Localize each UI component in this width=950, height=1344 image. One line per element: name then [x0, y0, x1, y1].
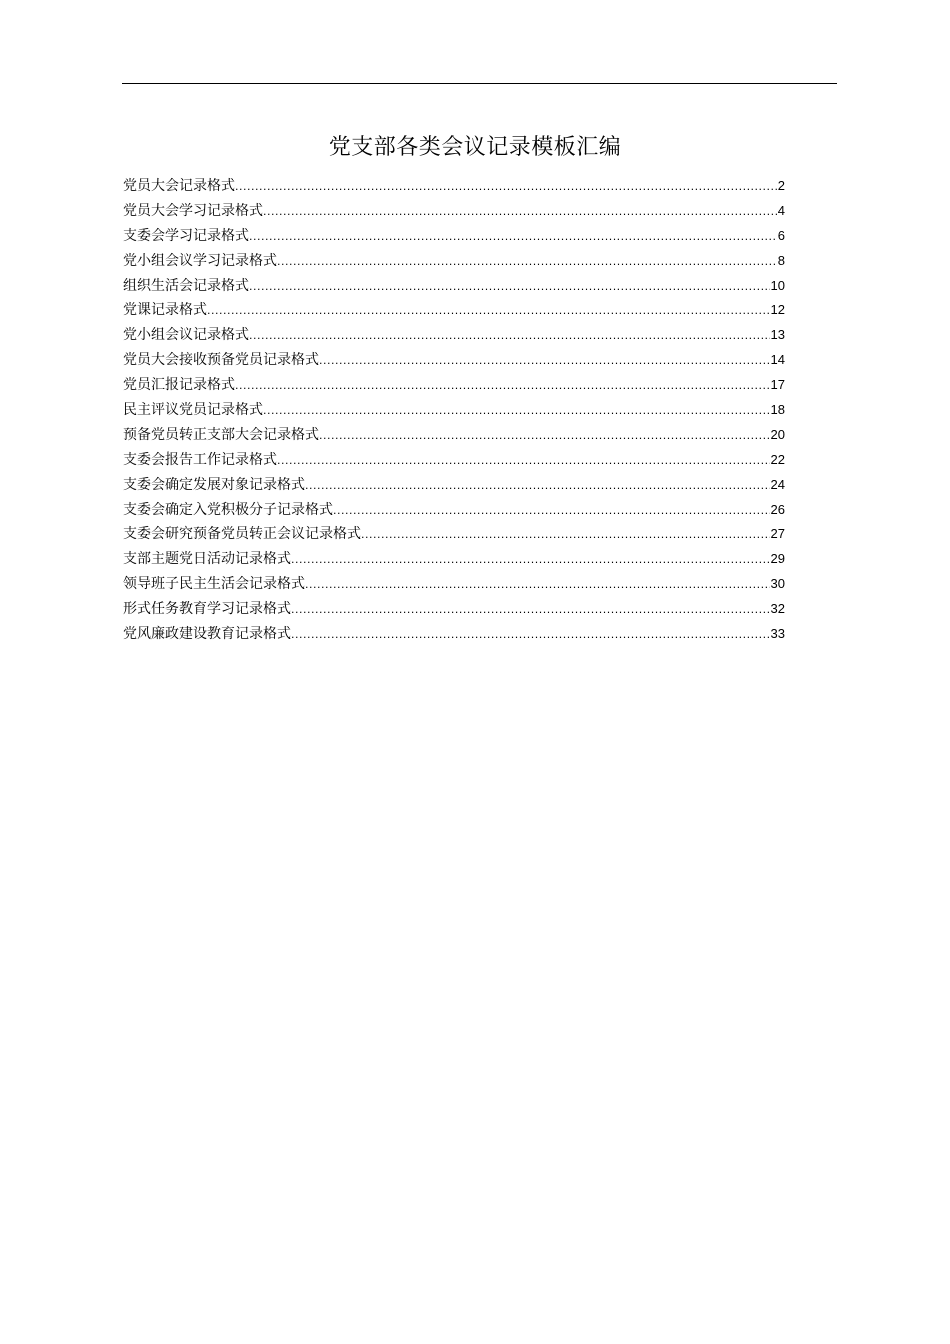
toc-dot-leader [277, 250, 777, 275]
toc-entry[interactable] [123, 298, 785, 323]
table-of-contents [123, 174, 785, 647]
toc-page-number: 4 [777, 202, 785, 218]
toc-dot-leader [291, 548, 770, 573]
toc-page-number: 8 [777, 252, 785, 268]
toc-entry-label: 党员大会接收预备党员记录格式 [123, 352, 319, 369]
toc-page-number: 32 [770, 601, 785, 617]
toc-dot-leader [333, 499, 770, 524]
header-rule [122, 83, 837, 84]
toc-dot-leader [305, 474, 770, 499]
toc-entry-label: 支委会确定发展对象记录格式 [123, 476, 305, 493]
toc-page-number: 30 [770, 576, 785, 592]
toc-entry-label: 党小组会议学习记录格式 [123, 252, 277, 269]
toc-page-number: 20 [770, 426, 785, 442]
toc-page-number: 6 [777, 227, 785, 243]
toc-page-number: 14 [770, 352, 785, 368]
toc-dot-leader [319, 424, 770, 449]
toc-entry-label: 支委会报告工作记录格式 [123, 451, 277, 468]
toc-entry-label: 支部主题党日活动记录格式 [123, 551, 291, 568]
toc-page-number: 13 [770, 327, 785, 343]
toc-dot-leader [263, 200, 777, 225]
toc-entry[interactable] [123, 597, 785, 622]
toc-entry[interactable] [123, 448, 785, 473]
toc-entry[interactable] [123, 423, 785, 448]
toc-entry-label: 党员汇报记录格式 [123, 377, 235, 394]
toc-dot-leader [277, 449, 770, 474]
toc-page-number: 27 [770, 526, 785, 542]
toc-entry[interactable] [123, 249, 785, 274]
toc-entry-label: 支委会学习记录格式 [123, 227, 249, 244]
toc-dot-leader [263, 399, 770, 424]
toc-entry[interactable] [123, 348, 785, 373]
toc-entry-label: 党课记录格式 [123, 302, 207, 319]
toc-dot-leader [249, 225, 777, 250]
toc-entry[interactable] [123, 622, 785, 647]
toc-page-number: 18 [770, 402, 785, 418]
toc-dot-leader [249, 324, 770, 349]
toc-dot-leader [291, 598, 770, 623]
toc-entry-label: 党员大会学习记录格式 [123, 202, 263, 219]
toc-entry-label: 支委会确定入党积极分子记录格式 [123, 501, 333, 518]
toc-entry-label: 领导班子民主生活会记录格式 [123, 576, 305, 593]
toc-dot-leader [291, 623, 770, 648]
toc-dot-leader [305, 573, 770, 598]
toc-page-number: 12 [770, 302, 785, 318]
toc-entry-label: 民主评议党员记录格式 [123, 402, 263, 419]
toc-page-number: 26 [770, 501, 785, 517]
toc-entry[interactable] [123, 274, 785, 299]
toc-page-number: 33 [770, 626, 785, 642]
toc-entry-label: 党员大会记录格式 [123, 178, 235, 194]
toc-page-number: 29 [770, 551, 785, 567]
toc-entry[interactable] [123, 174, 785, 199]
toc-entry[interactable] [123, 473, 785, 498]
toc-page-number: 17 [770, 377, 785, 393]
toc-dot-leader [249, 275, 770, 300]
toc-page-number: 2 [777, 178, 785, 193]
toc-entry[interactable] [123, 224, 785, 249]
toc-entry[interactable] [123, 522, 785, 547]
toc-entry-label: 形式任务教育学习记录格式 [123, 601, 291, 618]
toc-page-number: 22 [770, 451, 785, 467]
toc-entry[interactable] [123, 572, 785, 597]
toc-entry-label: 预备党员转正支部大会记录格式 [123, 426, 319, 443]
toc-entry-label: 党风廉政建设教育记录格式 [123, 626, 291, 643]
toc-entry[interactable] [123, 498, 785, 523]
toc-dot-leader [207, 299, 770, 324]
toc-page-number: 24 [770, 476, 785, 492]
toc-entry[interactable] [123, 398, 785, 423]
document-title: 党支部各类会议记录模板汇编 [328, 135, 622, 160]
toc-entry[interactable] [123, 199, 785, 224]
toc-entry[interactable] [123, 323, 785, 348]
toc-entry-label: 组织生活会记录格式 [123, 277, 249, 294]
toc-entry[interactable] [123, 373, 785, 398]
toc-dot-leader [235, 374, 770, 399]
toc-dot-leader [361, 523, 770, 548]
toc-dot-leader [235, 175, 777, 200]
toc-dot-leader [319, 349, 770, 374]
toc-page-number: 10 [770, 277, 785, 293]
toc-entry[interactable] [123, 547, 785, 572]
toc-entry-label: 党小组会议记录格式 [123, 327, 249, 344]
toc-entry-label: 支委会研究预备党员转正会议记录格式 [123, 526, 361, 543]
